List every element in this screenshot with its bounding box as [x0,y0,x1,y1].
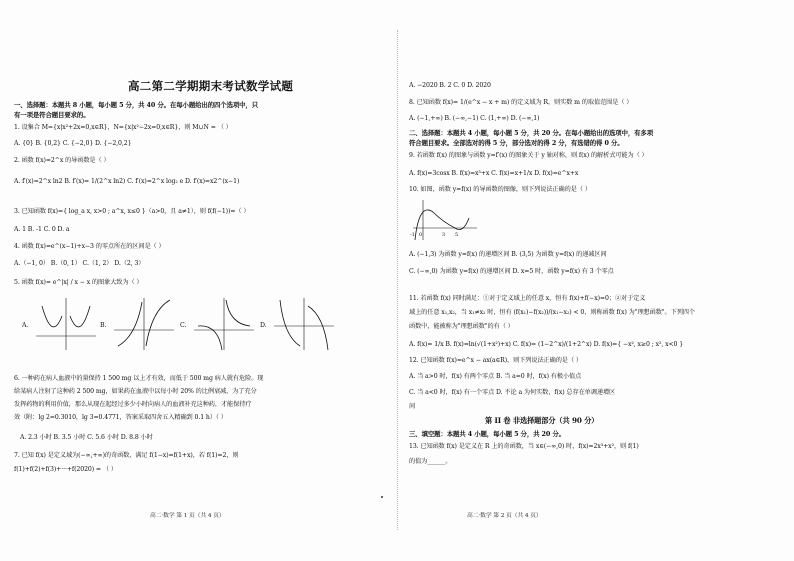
q7-stem-line-2: f(1)+f(2)+f(3)+···+f(2020) = （ ） [14,466,117,473]
part-2-heading: 第 II 卷 非选择题部分（共 90 分） [485,416,599,425]
q11-stem-line-2: 域上的任意 x₁,x₂，当 x₁≠x₂ 时，恒有 (f(x₁)−f(x₂))/(x₁−x₂) < 0，则称函数 f(x) 为"理想函数"。下列四个 [409,309,695,316]
q5-option-c-label: C. [180,322,187,329]
page-title: 高二第二学期期末考试数学试题 [128,79,294,93]
q12-options-ab: A. 当 a>0 时，f(x) 有两个零点 B. 当 a=0 时，f(x) 有极小值点 [409,373,582,380]
q1-options: A. {0} B. {0,2} C. {−2,0} D. {−2,0,2} [14,140,132,147]
scan-dot [381,496,383,498]
q6-stem-line-1: 6. 一种药在病人血液中的量保持 1 500 mg 以上才有效，而低于 500 mg 病人就有危险。现 [14,375,264,382]
q13-stem: 13. 已知函数 f(x) 是定义在 R 上的奇函数，当 x∈(−∞,0) 时，f(x)=2x³+x²，则 f(1) [409,443,639,450]
q9-options: A. f(x)=3cosx B. f(x)=x³+x C. f(x)=x+1/x D. f(x)=e^x+x [409,170,579,177]
q5-option-a-label: A. [22,322,29,329]
q3-stem: 3. 已知函数 f(x)={ log_a x, x>0 ; a^x, x≤0 }（a>0，且 a≠1），则 f(f(−1))=（ ） [14,208,250,215]
q8-stem: 8. 已知函数 f(x)= 1/(e^x − x + m) 的定义域为 R，则实数 m 的取值范围是（ ） [409,99,633,106]
q4-options: A.（−1, 0） B.（0, 1） C.（1, 2） D.（2, 3） [14,260,145,267]
q11-stem-line-3: 函数中，能被称为"理想函数"的有（ ） [409,323,514,330]
q5-graph-c [192,296,256,352]
q10-options-cd: C. (−∞,0) 为函数 y=f(x) 的递增区间 D. x=5 时，函数 y=f(x) 有 3 个零点 [409,268,614,275]
q11-options: A. f(x)= 1/x B. f(x)=ln(√(1+x²)+x) C. f(x)= (1−2^x)/(1+2^x) D. f(x)={ −x², x≥0 ; x², x<0 } [409,341,684,348]
q12-options-cd: C. 当 a<0 时，f(x) 有一个零点 D. 不论 a 为何实数，f(x) 总存在单调递增区 [409,389,616,396]
q10-graph-tick-3: 3 [442,232,446,238]
q12-stem: 12. 已知函数 f(x)=e^x − ax(a∈R)，则下列说法正确的是（ ） [409,357,582,364]
q4-stem: 4. 函数 f(x)=e^(x−1)+x−3 的零点所在的区间是（ ） [14,243,165,250]
section-2-heading: 二、选择题：本题共 4 小题，每小题 5 分，共 20 分。在每小题给出的选项中，有多项 [409,129,654,137]
q6-options: A. 2.3 小时 B. 3.5 小时 C. 5.6 小时 D. 8.8 小时 [20,434,153,441]
q5-stem: 5. 函数 f(x)= e^|x| / x − x 的图象大致为（ ） [14,279,143,286]
section-3-heading: 三、填空题：本题共 4 小题，每小题 5 分，共 20 分。 [409,430,565,438]
q12-options-cont: 间 [409,403,416,410]
section-1-heading: 一、选择题：本题共 8 小题，每小题 5 分，共 40 分。在每小题给出的四个选项中，只 [14,101,259,109]
q9-stem: 9. 若函数 f(x) 的图象与函数 y=f′(x) 的图象关于 y 轴对称，则 f(x) 的解析式可能为（ ） [409,152,648,159]
q10-options-ab: A. (−1,3) 为函数 y=f(x) 的递增区间 B. (3,5) 为函数 y=f(x) 的递减区间 [409,251,607,258]
q3-options: A. 1 B. -1 C. 0 D. a [14,226,70,233]
q1-stem: 1. 设集合 M={x|x²+2x=0,x∈R}，N={x|x²−2x=0,x∈R}，则 M∪N = （ ） [14,124,232,131]
q7-stem-line-1: 7. 已知 f(x) 是定义域为(−∞,+∞)的奇函数，满足 f(1−x)=f(1+x)，若 f(1)=2，则 [14,452,239,459]
q10-graph-tick-neg1: -1 [410,232,415,238]
q6-stem-line-2: 给某病人注射了这种药 2 500 mg，如果药在血液中以每小时 20% 的比例衰减，为了充分 [14,388,257,395]
q5-graph-b [112,296,176,352]
q7-options: A. −2020 B. 2 C. 0 D. 2020 [409,82,491,89]
section-1-heading-cont: 有一项是符合题目要求的。 [14,111,90,119]
right-column [397,0,794,561]
q10-stem: 10. 如图，函数 y=f(x) 的导函数的图像，则下列说法正确的是（ ） [409,186,591,193]
page-footer-2: 高二·数学 第 2 页（共 4 页） [467,513,542,519]
q6-stem-line-4: 效（附：lg 2=0.3010，lg 3=0.4771，答案采取四舍五入精确到 0.1 h）（ ） [14,414,227,421]
q10-graph-tick-5: 5 [455,232,459,238]
q2-options: A. f′(x)=2^x ln2 B. f′(x)= 1/(2^x ln2) C. f′(x)=2^x log₂ e D. f′(x)=x2^(x−1) [14,178,240,185]
q5-option-d-label: D. [260,322,267,329]
q5-graph-a [34,296,98,352]
q10-graph-tick-0: 0 [419,232,423,238]
section-2-heading-cont: 符合题目要求。全部选对的得 5 分，部分选对的得 2 分，有选错的得 0 分。 [409,139,624,147]
page-footer-1: 高二·数学 第 1 页（共 4 页） [150,513,225,519]
q5-graph-d [272,296,336,352]
q2-stem: 2. 函数 f(x)=2^x 的导函数是（ ） [14,157,110,164]
q5-option-b-label: B. [100,322,107,329]
q8-options: A. (−1,+∞) B. (−∞,−1) C. (1,+∞) D. (−∞,1) [409,115,540,122]
q11-stem-line-1: 11. 若函数 f(x) 同时满足：①对于定义域上的任意 x，恒有 f(x)+f(−x)=0；②对于定义 [409,295,646,302]
q13-blank: 的值为______。 [409,458,452,465]
q6-stem-line-3: 发挥药物的利用价值，那么从现在起经过多少小时向病人的血液补充这种药，才能保持疗 [14,401,252,408]
